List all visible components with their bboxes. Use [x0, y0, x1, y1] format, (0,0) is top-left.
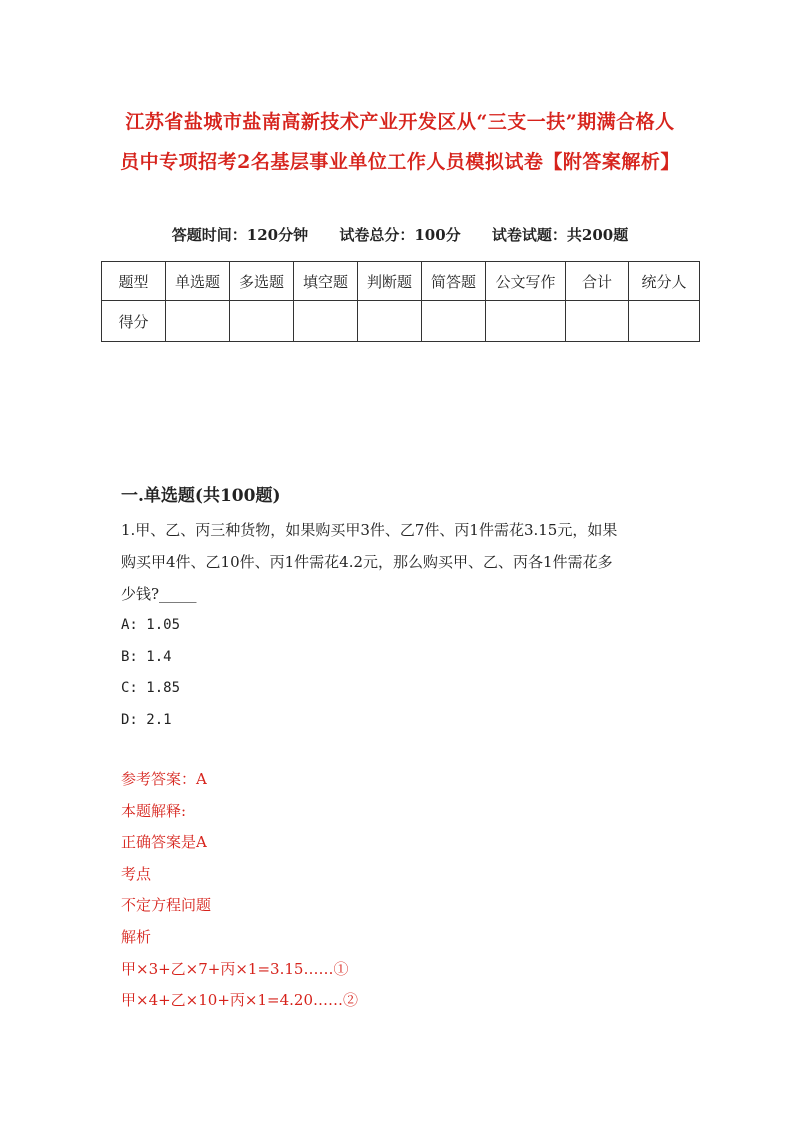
score-cell — [230, 301, 294, 342]
option-c: C: 1.85 — [121, 680, 181, 696]
equation-1: 甲×3+乙×7+丙×1=3.15……① — [121, 959, 349, 978]
exam-time: 答题时间：120分钟 — [171, 226, 309, 244]
exam-total-score: 试卷总分：100分 — [339, 226, 461, 244]
score-cell — [166, 301, 230, 342]
score-header-cell: 题型 — [102, 262, 166, 301]
score-cell — [294, 301, 358, 342]
score-header-cell: 填空题 — [294, 262, 358, 301]
option-d: D: 2.1 — [121, 711, 172, 728]
analysis-label: 解析 — [121, 927, 152, 946]
score-table-score-row — [102, 301, 700, 342]
score-header-cell: 判断题 — [358, 262, 422, 301]
question-line: 1.甲、乙、丙三种货物，如果购买甲3件、乙7件、丙1件需花3.15元，如果 — [121, 521, 618, 539]
score-cell — [358, 301, 422, 342]
section-heading: 一.单选题(共100题) — [121, 486, 281, 506]
document-title-line-2: 员中专项招考2名基层事业单位工作人员模拟试卷【附答案解析】 — [120, 151, 680, 173]
score-table — [101, 261, 700, 342]
score-cell — [486, 301, 566, 342]
question-stem — [121, 514, 691, 610]
question-line: 购买甲4件、乙10件、丙1件需花4.2元，那么购买甲、乙、丙各1件需花多 — [121, 553, 613, 571]
option-a: A: 1.05 — [121, 617, 181, 633]
score-header-cell: 公文写作 — [486, 262, 566, 301]
score-header-cell: 简答题 — [422, 262, 486, 301]
option-b: B: 1.4 — [121, 648, 172, 665]
point-label: 考点 — [121, 864, 152, 883]
score-cell — [566, 301, 629, 342]
score-cell — [422, 301, 486, 342]
question-line: 少钱?_____ — [121, 585, 197, 603]
exam-question-count: 试卷试题：共200题 — [491, 226, 629, 244]
answer-options — [121, 610, 180, 736]
document-title-line-1: 江苏省盐城市盐南高新技术产业开发区从“三支一扶”期满合格人 — [125, 111, 675, 133]
equation-2: 甲×4+乙×10+丙×1=4.20……② — [121, 991, 358, 1010]
exam-meta — [100, 224, 700, 245]
score-table-header-row — [102, 262, 700, 301]
score-header-cell: 统分人 — [629, 262, 700, 301]
score-row-label: 得分 — [102, 301, 166, 342]
reference-answer: 参考答案：A — [121, 770, 207, 788]
point-text: 不定方程问题 — [121, 896, 212, 915]
correct-answer: 正确答案是A — [121, 833, 207, 852]
score-header-cell: 多选题 — [230, 262, 294, 301]
explanation-label: 本题解释: — [121, 801, 187, 820]
score-cell — [629, 301, 700, 342]
score-header-cell: 单选题 — [166, 262, 230, 301]
score-header-cell: 合计 — [566, 262, 629, 301]
answer-explanation — [121, 764, 358, 1017]
